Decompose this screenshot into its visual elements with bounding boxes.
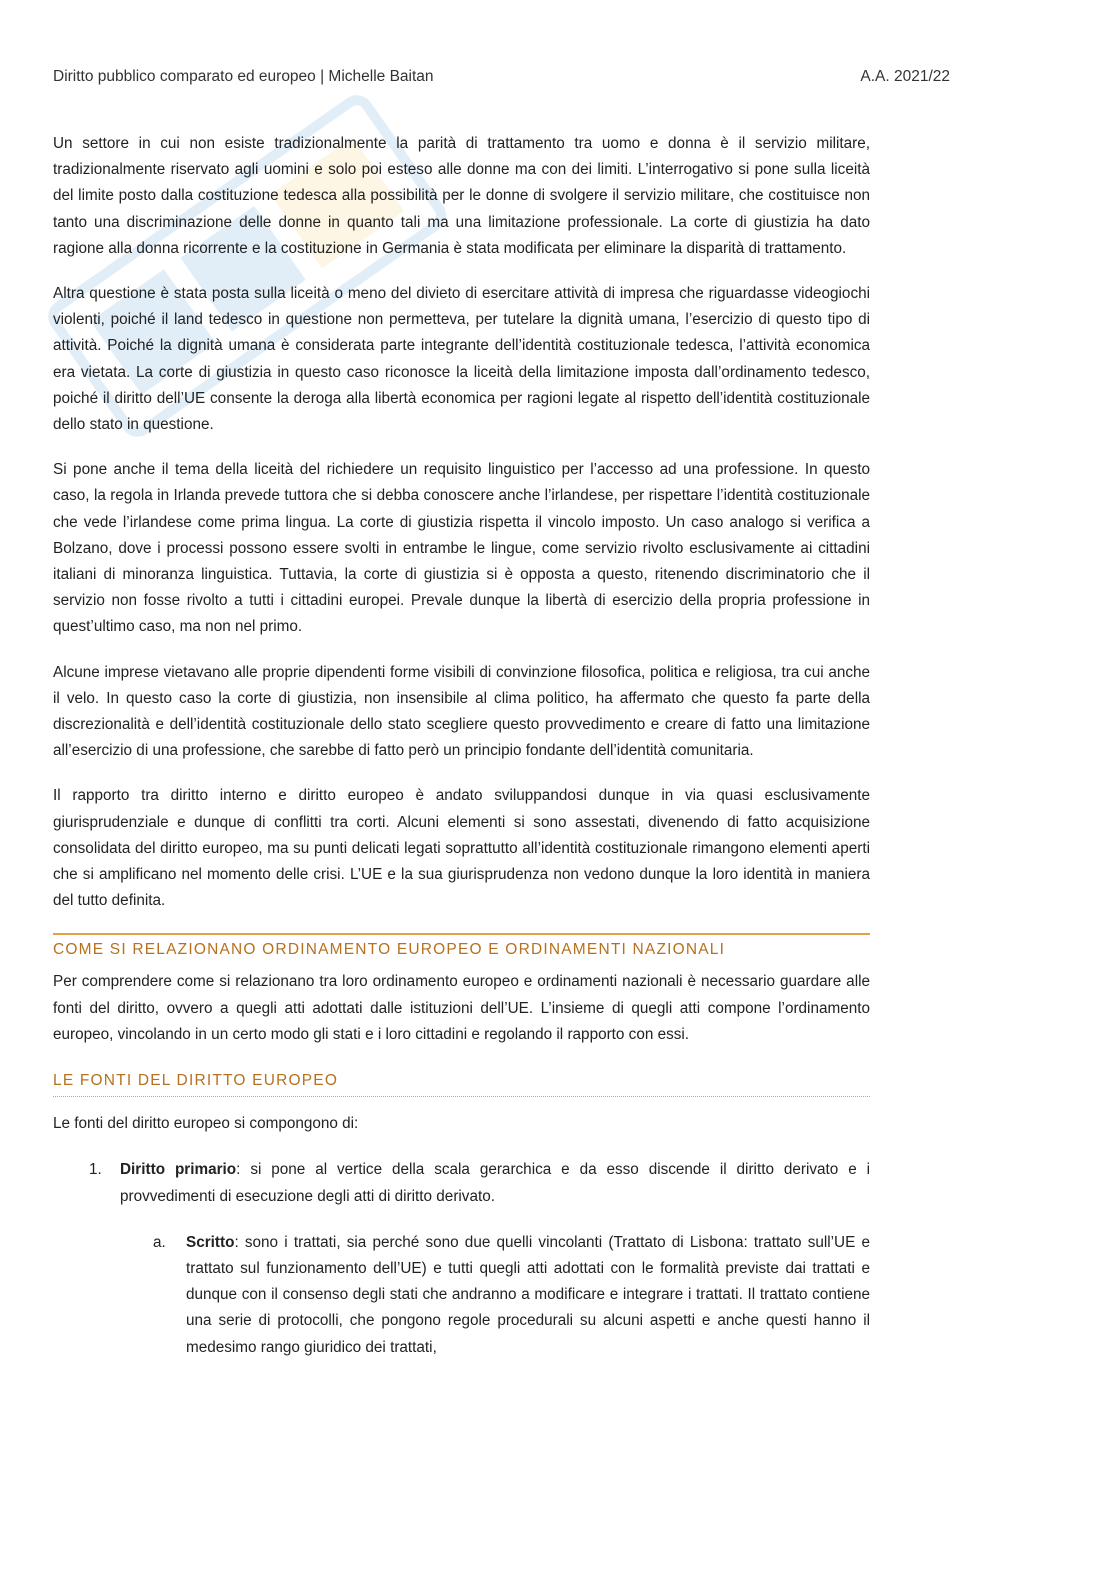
list-item-primary-law xyxy=(89,1157,870,1209)
list-marker: a. xyxy=(153,1233,166,1251)
paragraph-relations: Per comprendere come si relazionano tra loro ordinamento europeo e ordinamenti nazionali è necessario guardare alle fonti del diritto, ovvero a quegli atti adottati dalle istituzioni dell’UE. L’insieme di quegli atti compone l’ordinamento europeo, vincolando in un certo modo gli stati e i loro cittadini e regolando il rapporto con essi. xyxy=(53,973,870,1043)
list-item-description: : sono i trattati, sia perché sono due quelli vincolanti (Trattato di Lisbona: trattato sull’UE e trattato sul funzionamento dell’UE) e tutti quegli atti adottati con le formalità previste dai trattati e dunque con il consenso degli stati che andranno a modificare e integrare i trattati. Il trattato contiene una serie di protocolli, che pongono regole procedurali su alcuni aspetti e anche questi hanno il medesimo rango giuridico dei trattati, xyxy=(186,1233,870,1356)
list-marker: 1. xyxy=(89,1161,102,1179)
page-header xyxy=(53,68,950,86)
list-item-written-law xyxy=(153,1230,870,1361)
list-item-description: : si pone al vertice della scala gerarchica e da esso discende il diritto derivato e i provvedimenti di esecuzione degli atti di diritto derivato. xyxy=(120,1161,871,1205)
paragraph-military-service: Un settore in cui non esiste tradizionalmente la parità di trattamento tra uomo e donna è il servizio militare, tradizionalmente riservato agli uomini e solo poi esteso alle donne ma con dei limiti. L’interrogativo si pone sulla liceità del limite posto dalla costituzione tedesca alla possibilità per le donne di svolgere il servizio militare, che costituisce non tanto una discriminazione delle donne in quanto tali ma una limitazione professionale. La corte di giustizia ha dato ragione alla donna ricorrente e la costituzione in Germania è stata modificata per eliminare la disparità di trattamento. xyxy=(53,135,870,257)
paragraph-internal-vs-european-law: Il rapporto tra diritto interno e diritto europeo è andato sviluppandosi dunque in via quasi esclusivamente giurisprudenziale e dunque di conflitti tra corti. Alcuni elementi si sono assestati, divenendo di fatto acquisizione consolidata del diritto europeo, ma su punti delicati legati soprattutto all’identità costituzionale rimangono elementi aperti che si amplificano nel momento delle crisi. L’UE e la sua giurisprudenza non vedono dunque la loro identità in maniera del tutto definita. xyxy=(53,787,870,910)
header-course-author: Diritto pubblico comparato ed europeo | Michelle Baitan xyxy=(53,68,434,85)
paragraph-violent-videogames: Altra questione è stata posta sulla liceità o meno del divieto di esercitare attività di impresa che riguardasse videogiochi violenti, poiché il land tedesco in questione non permetteva, per tutelare la dignità umana, l’esercizio di questo tipo di attività. Poiché la dignità umana è considerata parte integrante dell’identità costituzionale tedesca, l’attività economica era vietata. La corte di giustizia in questo caso riconosce la liceità della limitazione imposta dall’ordinamento tedesco, poiché il diritto dell’UE consente la deroga alla libertà economica per ragioni legate al rispetto dell’identità costituzionale dello stato in questione. xyxy=(53,285,870,434)
list-item-term: Scritto xyxy=(186,1233,235,1251)
header-academic-year: A.A. 2021/22 xyxy=(860,68,950,85)
section-heading-relations: COME SI RELAZIONANO ORDINAMENTO EUROPEO E ORDINAMENTI NAZIONALI xyxy=(53,933,870,963)
list-item-text xyxy=(186,1230,870,1361)
document-body xyxy=(53,131,870,1361)
paragraph-religious-symbols: Alcune imprese vietavano alle proprie dipendenti forme visibili di convinzione filosofica, politica e religiosa, tra cui anche il velo. In questo caso la corte di giustizia, non insensibile al clima politico, ha affermato che questo fa parte della discrezionalità e dell’identità costituzionale dello stato scegliere questo provvedimento e creare di fatto una limitazione all’esercizio di una professione, che sarebbe di fatto però un principio fondante dell’identità comunitaria. xyxy=(53,663,870,760)
section-heading-sources: LE FONTI DEL DIRITTO EUROPEO xyxy=(53,1067,870,1097)
paragraph-language-requirement: Si pone anche il tema della liceità del richiedere un requisito linguistico per l’accesso ad una professione. In questo caso, la regola in Irlanda prevede tuttora che si debba conoscere anche l’irlandese, per rispettare l’identità costituzionale che vede l’irlandese come prima lingua. La corte di giustizia rispetta il vincolo imposto. Un caso analogo si verifica a Bolzano, dove i processi possono essere svolti in entrambe le lingue, come servizio rivolto esclusivamente ai cittadini italiani di minoranza linguistica. Tuttavia, la corte di giustizia si è opposta a questo, ritenendo discriminatorio che il servizio non fosse rivolto a tutti i cittadini europei. Prevale dunque la libertà di esercizio della propria professione in quest’ultimo caso, ma non nel primo. xyxy=(53,461,870,636)
list-item-term: Diritto primario xyxy=(120,1161,237,1179)
list-item-text xyxy=(120,1157,870,1209)
paragraph-sources-intro: Le fonti del diritto europeo si compongono di: xyxy=(53,1115,359,1133)
